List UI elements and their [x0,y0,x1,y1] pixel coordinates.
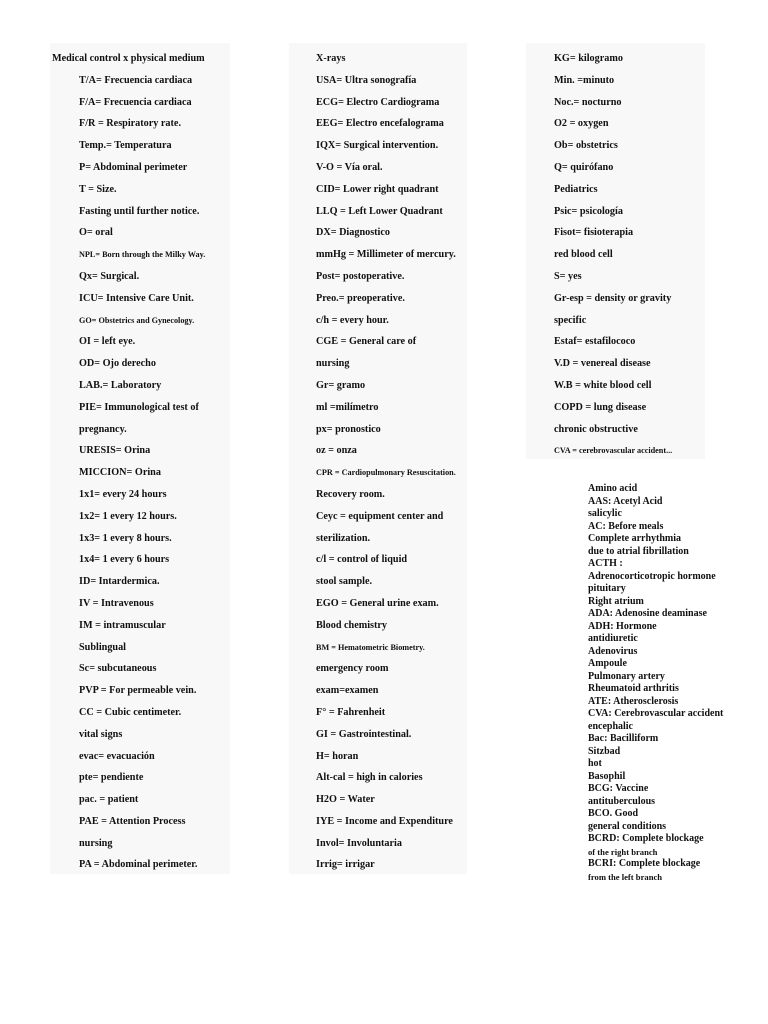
abbreviation-line: X-rays [316,53,346,64]
abbreviation-line: USA= Ultra sonografía [316,74,417,86]
abbreviation-line: EGO = General urine exam. [316,597,439,609]
abbreviation-line: Min. =minuto [554,74,615,86]
abbreviation-line: Ampoule [588,658,627,669]
abbreviation-line: O= oral [79,227,113,239]
abbreviation-line: V.D = venereal disease [554,358,651,370]
abbreviation-line: Preo.= preoperative. [316,292,405,304]
abbreviation-line: GO= Obstetrics and Gynecology. [79,315,195,325]
abbreviation-line: Psic= psicología [554,205,623,217]
abbreviation-line: hot [588,758,602,769]
abbreviation-line: CGE = General care of [316,336,417,348]
abbreviation-line: Invol= Involuntaria [316,837,402,849]
abbreviation-line: LAB.= Laboratory [79,379,162,391]
abbreviation-line: exam=examen [316,685,379,697]
abbreviation-line: O2 = oxygen [554,118,609,130]
abbreviation-line: pregnancy. [79,423,127,435]
abbreviation-line: Post= postoperative. [316,270,405,282]
abbreviation-line: c/l = control of liquid [316,554,408,566]
abbreviation-line: antituberculous [588,795,656,807]
abbreviation-line: NPL= Born through the Milky Way. [79,250,206,260]
abbreviation-line: Sitzbad [588,745,621,757]
abbreviation-line: emergency room [316,663,389,675]
abbreviations-column-2 [289,43,467,874]
abbreviation-line: ml =milímetro [316,401,379,413]
abbreviation-line: GI = Gastrointestinal. [316,728,412,740]
abbreviation-line: S= yes [554,270,582,282]
abbreviation-line: general conditions [588,820,667,832]
abbreviation-line: ICU= Intensive Care Unit. [79,292,194,304]
abbreviation-line: Complete arrhythmia [588,533,682,544]
abbreviation-line: encephalic [588,720,633,732]
abbreviation-line: LLQ = Left Lower Quadrant [316,205,443,217]
abbreviation-line: EEG= Electro encefalograma [316,118,444,130]
abbreviation-line: Gr-esp = density or gravity [554,292,672,304]
abbreviation-line: vital signs [79,728,123,740]
abbreviation-line: V-O = Vía oral. [316,161,383,173]
abbreviation-line: Temp.= Temperatura [79,140,172,152]
abbreviation-line: BCRI: Complete blockage [588,858,701,869]
abbreviation-line: from the left branch [588,871,663,882]
abbreviation-line: Amino acid [588,483,638,494]
abbreviation-line: ECG= Electro Cardiograma [316,96,440,108]
abbreviation-line: 1x1= every 24 hours [79,488,167,500]
abbreviation-line: AAS: Acetyl Acid [588,495,663,507]
abbreviation-line: nursing [316,358,350,370]
abbreviation-line: sterilization. [316,532,371,544]
abbreviation-line: URESIS= Orina [79,445,151,457]
abbreviation-line: PIE= Immunological test of [79,401,199,413]
abbreviation-line: CVA = cerebrovascular accident... [554,446,673,456]
abbreviation-line: evac= evacuación [79,750,155,762]
abbreviation-line: PA = Abdominal perimeter. [79,859,198,871]
abbreviation-line: c/h = every hour. [316,314,389,326]
abbreviation-line: OD= Ojo derecho [79,358,156,370]
abbreviation-line: pac. = patient [79,794,139,806]
abbreviation-line: Blood chemistry [316,619,388,631]
abbreviation-line: 1x3= 1 every 8 hours. [79,532,172,544]
abbreviation-line: AC: Before meals [588,520,664,532]
abbreviation-line: Adrenocorticotropic hormone [588,570,716,582]
abbreviation-line: Fasting until further notice. [79,205,200,217]
abbreviation-line: CVA: Cerebrovascular accident [588,708,724,719]
abbreviation-line: salicylic [588,508,622,519]
abbreviation-line: COPD = lung disease [554,401,647,413]
abbreviation-line: Alt-cal = high in calories [316,772,423,784]
abbreviation-line: OI = left eye. [79,336,136,348]
abbreviation-line: px= pronostico [316,423,381,435]
abbreviation-line: Gr= gramo [316,379,366,391]
abbreviation-line: IM = intramuscular [79,619,166,631]
abbreviation-line: ATE: Atherosclerosis [588,695,679,707]
abbreviation-line: Sc= subcutaneous [79,663,157,675]
abbreviation-line: oz = onza [316,445,357,457]
abbreviation-line: CPR = Cardiopulmonary Resuscitation. [316,468,456,478]
abbreviation-line: due to atrial fibrillation [588,545,689,557]
abbreviation-line: mmHg = Millimeter of mercury. [316,249,456,261]
abbreviation-line: pituitary [588,583,626,594]
abbreviations-column-4 [588,483,763,883]
abbreviation-line: 1x2= 1 every 12 hours. [79,510,177,522]
abbreviation-line: Ob= obstetrics [554,140,618,152]
abbreviation-line: PVP = For permeable vein. [79,685,197,697]
abbreviation-line: MICCION= Orina [79,467,161,479]
abbreviation-line: BCG: Vaccine [588,783,649,794]
abbreviation-line: F/R = Respiratory rate. [79,118,181,130]
abbreviation-line: PAE = Attention Process [79,815,186,827]
abbreviation-line: Medical control x physical medium [52,53,205,64]
abbreviation-line: BCO. Good [588,808,639,819]
abbreviation-line: Noc.= nocturno [554,96,622,108]
abbreviation-line: Irrig= irrigar [316,859,375,871]
abbreviation-line: T/A= Frecuencia cardiaca [79,74,193,86]
abbreviation-line: antidiuretic [588,633,638,644]
abbreviation-line: of the right branch [588,846,658,857]
abbreviation-line: Adenovirus [588,645,638,657]
abbreviation-line: Right atrium [588,595,644,607]
abbreviation-line: W.B = white blood cell [554,379,652,391]
abbreviation-line: Sublingual [79,641,127,653]
abbreviation-line: ACTH : [588,558,623,569]
abbreviation-line: Pediatrics [554,183,598,195]
abbreviation-line: T = Size. [79,183,117,195]
abbreviation-line: IQX= Surgical intervention. [316,140,439,152]
abbreviation-line: KG= kilogramo [554,53,623,64]
abbreviation-line: P= Abdominal perimeter [79,161,188,173]
abbreviation-line: chronic obstructive [554,423,638,435]
abbreviation-line: BCRD: Complete blockage [588,833,704,844]
abbreviation-line: Rheumatoid arthritis [588,683,679,694]
abbreviation-line: Bac: Bacilliform [588,733,659,744]
abbreviation-line: ID= Intardermica. [79,576,160,588]
abbreviation-line: Qx= Surgical. [79,270,140,282]
abbreviation-line: Ceyc = equipment center and [316,510,444,522]
abbreviation-line: stool sample. [316,576,373,588]
abbreviation-line: DX= Diagnostico [316,227,391,239]
abbreviation-line: Estaf= estafilococo [554,336,636,348]
abbreviation-line: Q= quirófano [554,161,614,173]
abbreviation-line: BM = Hematometric Biometry. [316,642,425,652]
abbreviation-line: Basophil [588,770,626,782]
abbreviation-line: F° = Fahrenheit [316,706,386,718]
abbreviation-line: red blood cell [554,249,613,261]
abbreviation-line: 1x4= 1 every 6 hours [79,554,170,566]
abbreviation-line: ADA: Adenosine deaminase [588,608,707,619]
abbreviation-line: CC = Cubic centimeter. [79,706,182,718]
abbreviation-line: pte= pendiente [79,772,144,784]
abbreviation-line: CID= Lower right quadrant [316,183,439,195]
abbreviation-line: IV = Intravenous [79,597,154,609]
abbreviation-line: Pulmonary artery [588,670,665,682]
abbreviation-line: Fisot= fisioterapia [554,227,634,239]
abbreviation-line: H2O = Water [316,794,375,806]
abbreviation-line: specific [554,314,587,326]
abbreviations-column-3 [526,43,705,459]
abbreviation-line: ADH: Hormone [588,620,657,632]
abbreviations-column-1 [50,43,230,874]
abbreviation-line: nursing [79,837,113,849]
abbreviation-line: F/A= Frecuencia cardiaca [79,96,192,108]
abbreviation-line: H= horan [316,750,359,762]
abbreviation-line: Recovery room. [316,488,385,500]
abbreviation-line: IYE = Income and Expenditure [316,815,453,827]
